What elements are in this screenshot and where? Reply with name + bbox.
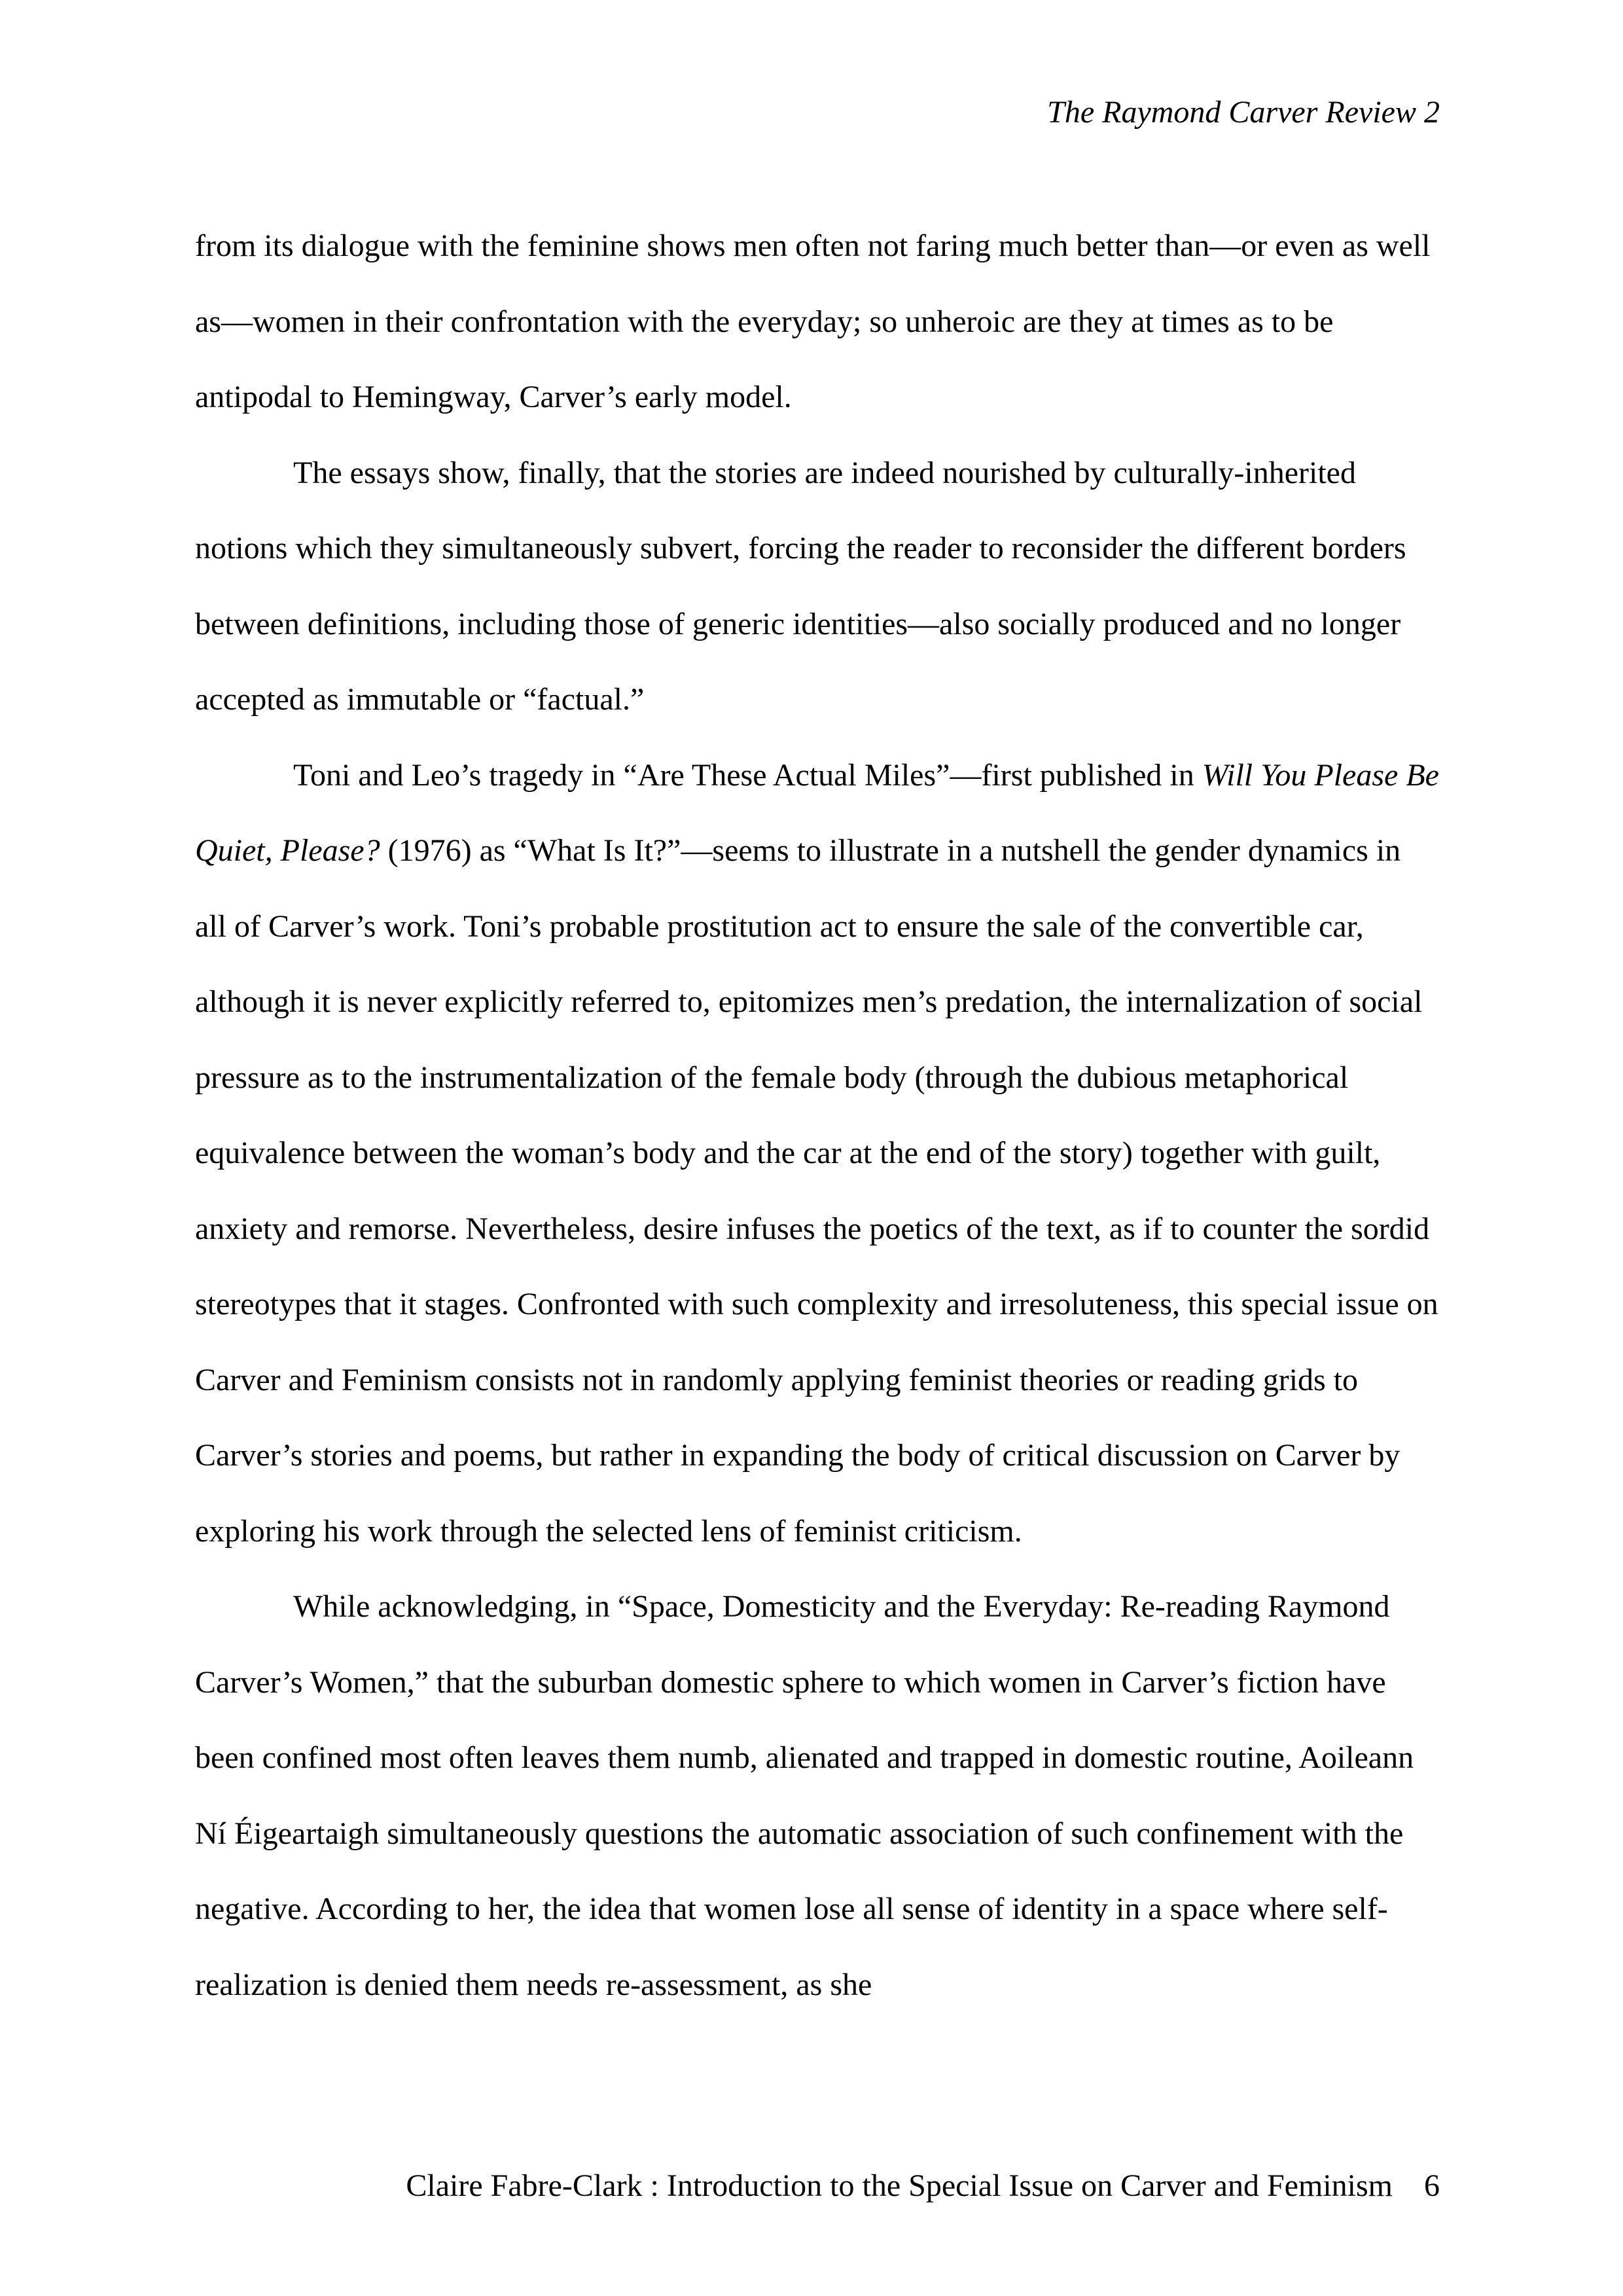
paragraph-while-acknowledging: While acknowledging, in “Space, Domesticity and the Everyday: Re-reading Raymond Carver’s Women,” that the suburban domestic sphere to which women in Carver’s fiction have been confined most often leaves them numb, alienated and trapped in domestic routine, Aoileann Ní Éigeartaigh simultaneously questions the automatic association of such confinement with the negative. According to her, the idea that women lose all sense of identity in a space where self-realization is denied them needs re-assessment, as she <box>195 1589 1414 2002</box>
paragraph-text-segment: Toni and Leo’s tragedy in “Are These Actual Miles”—first published in <box>293 757 1202 793</box>
paragraph-text-segment: (1976) as “What Is It?”—seems to illustrate in a nutshell the gender dynamics in all of Carver’s work. Toni’s probable prostitution act to ensure the sale of the convertible car, although it is never explicitly referred to, epitomizes men’s predation, the internalization of social pressure as to the instrumentalization of the female body (through the dubious metaphorical equivalence between the woman’s body and the car at the end of the story) together with guilt, anxiety and remorse. Nevertheless, desire infuses the poetics of the text, as if to counter the sordid stereotypes that it stages. Confronted with such complexity and irresoluteness, this special issue on Carver and Feminism consists not in randomly applying feminist theories or reading grids to Carver’s stories and poems, but rather in expanding the body of critical discussion on Carver by exploring his work through the selected lens of feminist criticism. <box>195 833 1438 1549</box>
paragraph-continued: from its dialogue with the feminine shows men often not faring much better than—or even as well as—women in their confrontation with the everyday; so unheroic are they at times as to be antipodal to Hemingway, Carver’s early model. <box>195 228 1431 414</box>
paragraph-toni-and-leo <box>195 738 1440 1570</box>
body-text <box>195 208 1440 2022</box>
book-title-italic: Will You Please Be Quiet, Please? <box>195 757 1439 868</box>
running-header: The Raymond Carver Review 2 <box>1047 95 1440 130</box>
page-footer <box>195 2166 1440 2206</box>
footer-citation: Claire Fabre-Clark : Introduction to the Special Issue on Carver and Feminism <box>406 2168 1393 2203</box>
page-number: 6 <box>1424 2168 1440 2203</box>
paragraph-essays-show: The essays show, finally, that the stories are indeed nourished by culturally-inherited notions which they simultaneously subvert, forcing the reader to reconsider the different borders between definitions, including those of generic identities—also socially produced and no longer accepted as immutable or “factual.” <box>195 455 1406 717</box>
